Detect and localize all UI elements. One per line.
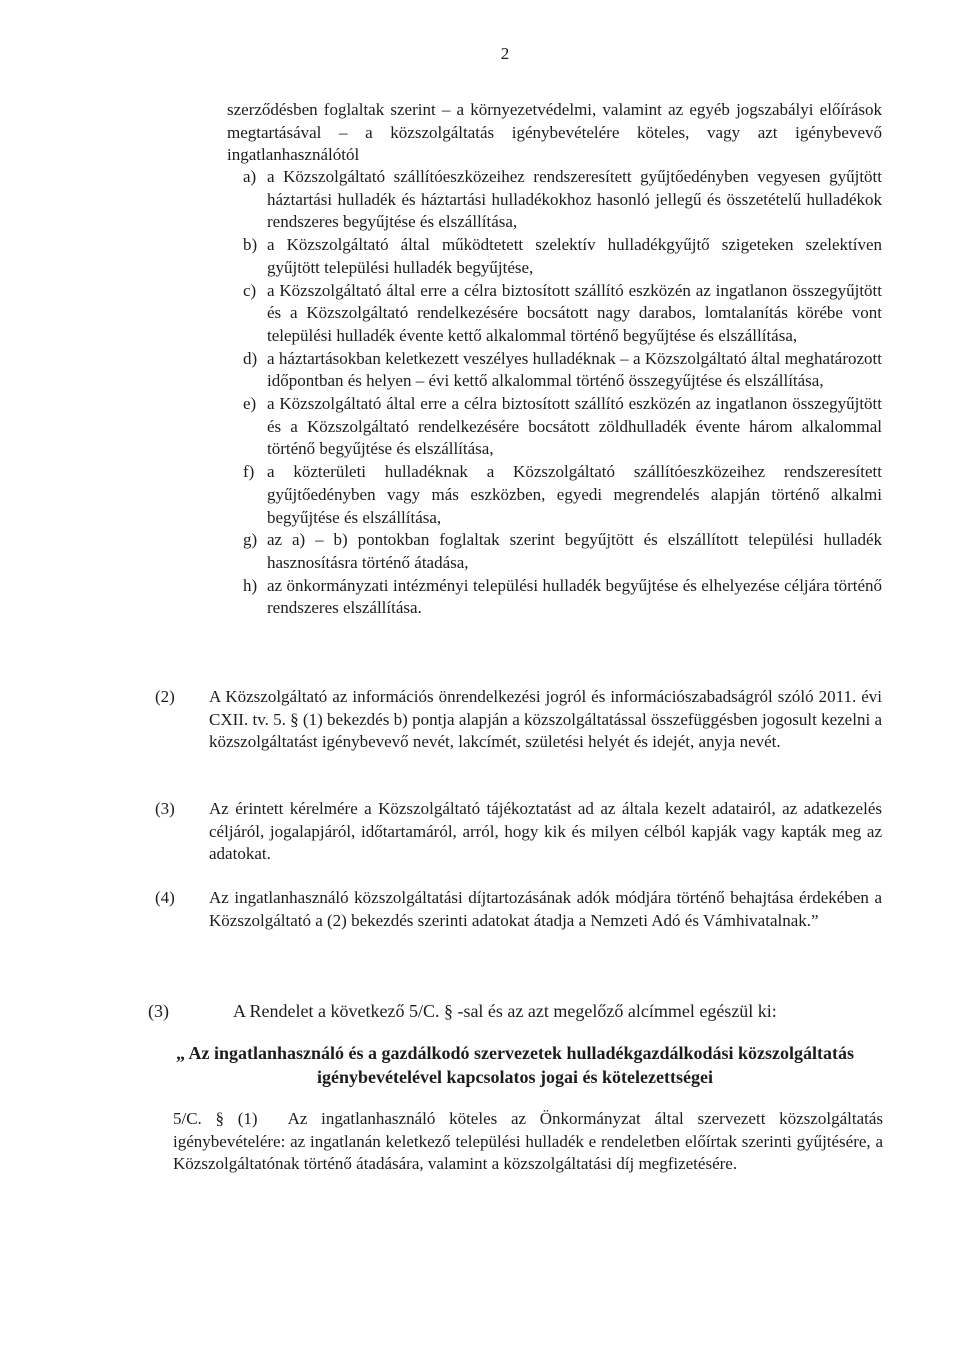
list-item [227,461,882,529]
paragraph-text: A Közszolgáltató az információs önrendelkezési jogról és információszabadságról szóló 2011. évi CXII. tv. 5. § (1) bekezdés b) pontja alapján a közszolgáltatással összefüggésben jogosult kezelni a közszolgáltatást igénybevevő nevét, lakcímét, születési helyét és idejét, anyja nevét. [209,687,882,752]
service-list [227,166,882,620]
list-marker: e) [243,394,257,414]
paragraph-text: Az ingatlanhasználó közszolgáltatási díjtartozásának adók módjára történő behajtása érdekében a Közszolgáltató a (2) bekezdés szerinti adatokat átadja a Nemzeti Adó és Vámhivatalnak.” [209,888,882,930]
paragraph-text: Az érintett kérelmére a Közszolgáltató tájékoztatást ad az általa kezelt adatairól, az adatkezelés céljáról, jogalapjáról, időtartamáról, arról, hogy kik és milyen célból kapják vagy kapták meg az adatokat. [209,799,882,864]
paragraph-3 [155,798,882,866]
list-item [227,234,882,279]
paragraph-number: (4) [155,888,175,907]
list-marker: a) [243,167,257,186]
amendment-text: A Rendelet a következő 5/C. § -sal és az azt megelőző alcímmel egészül ki: [233,1001,777,1021]
list-item [227,166,882,234]
amendment-number: (3) [148,1001,169,1021]
list-marker: f) [243,462,255,482]
paragraph-number: (2) [155,687,175,706]
list-item-text: a Közszolgáltató által erre a célra biztosított szállító eszközén az ingatlanon összegyűjtött és a Közszolgáltató rendelkezésére bocsátott nagy darabos, lomtalanítás körébe vont települési hulladék évente kettő alkalommal történő begyűjtése és elszállítása, [267,280,882,345]
list-item [227,575,882,620]
section-5c [173,1108,883,1176]
intro-paragraph: szerződésben foglaltak szerint – a környezetvédelmi, valamint az egyéb jogszabályi előírások megtartásával – a közszolgáltatás igénybevételére köteles, vagy azt igénybevevő ingatlanhasználótól [227,100,882,165]
list-item [227,529,882,574]
list-item [227,393,882,461]
list-item-text: a közterületi hulladéknak a Közszolgáltató szállítóeszközeihez rendszeresített gyűjtőedényben vagy más eszközben, egyedi megrendelés alapján történő alkalmi begyűjtése és elszállítása, [267,462,882,527]
list-marker: h) [243,575,258,595]
section-label: 5/C. § (1) [173,1109,258,1128]
list-item-text: a Közszolgáltató által erre a célra biztosított szállító eszközén az ingatlanon összegyűjtött és a Közszolgáltató rendelkezésére bocsátott zöldhulladék évente három alkalommal történő begyűjtése és elszállítása, [267,394,882,459]
list-item-text: az önkormányzati intézményi települési hulladék begyűjtése és elhelyezése céljára történő rendszeres elszállítása. [267,575,882,618]
list-item [227,348,882,393]
list-item-text: a Közszolgáltató által működtetett szelektív hulladékgyűjtő szigeteken szelektíven gyűjtött települési hulladék begyűjtése, [267,235,882,277]
list-marker: g) [243,530,258,550]
list-marker: d) [243,348,258,368]
section-heading: „ Az ingatlanhasználó és a gazdálkodó szervezetek hulladékgazdálkodási közszolgáltatás igénybevételével kapcsolatos jogai és kötelezettségei [175,1043,855,1087]
list-item [227,280,882,348]
list-marker: b) [243,235,258,255]
list-item-text: a háztartásokban keletkezett veszélyes hulladéknak – a Közszolgáltató által meghatározott időpontban és helyen – évi kettő alkalommal történő összegyűjtése és elszállítása, [267,348,882,391]
paragraph-2 [155,686,882,754]
list-marker: c) [243,280,257,300]
paragraph-number: (3) [155,799,175,818]
section-text: Az ingatlanhasználó köteles az Önkormányzat által szervezett közszolgáltatás igénybevételére: az ingatlanán keletkező települési hulladék e rendeletben előírtak szerinti gyűjtésére, a Közszolgáltatónak történő átadására, valamint a közszolgáltatási díj megfizetésére. [173,1109,883,1174]
list-item-text: az a) – b) pontokban foglaltak szerint begyűjtött és elszállított települési hulladék hasznosításra történő átadása, [267,530,882,572]
page-number: 2 [500,44,510,63]
paragraph-4 [155,887,882,932]
list-item-text: a Közszolgáltató szállítóeszközeihez rendszeresített gyűjtőedényben vegyesen gyűjtött háztartási hulladék és háztartási hulladékokhoz hasonló jellegű és összetételű hulladékok rendszeres begyűjtése és elszállítása, [267,167,882,232]
